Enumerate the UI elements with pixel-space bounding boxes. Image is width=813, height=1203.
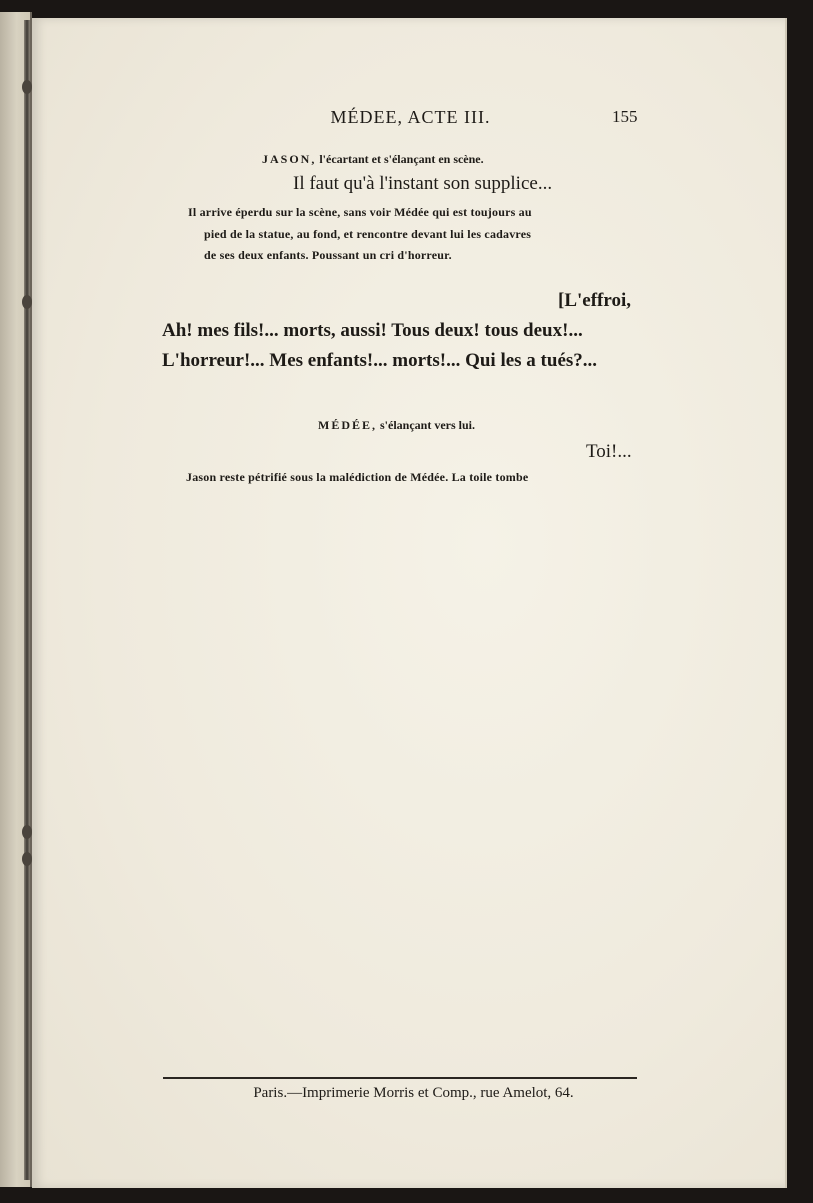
binding-stitch: [22, 852, 32, 866]
speaker-name: MÉDÉE,: [318, 418, 378, 432]
footer-rule: [163, 1077, 637, 1079]
stage-direction-line: pied de la statue, au fond, et rencontre devant lui les cadavres: [204, 227, 532, 241]
binding-stitch: [22, 80, 32, 94]
speaker-cue-jason: [262, 152, 484, 167]
verse-line: L'horreur!... Mes enfants!... morts!... Qui les a tués?...: [162, 350, 598, 371]
speaker-direction: l'écartant et s'élançant en scène.: [319, 152, 484, 166]
stage-direction-line: Il arrive éperdu sur la scène, sans voir Médée qui est toujours au: [188, 205, 532, 219]
verse-line: Toi!...: [586, 441, 632, 462]
book-binding: [24, 20, 30, 1180]
verse-line: Il faut qu'à l'instant son supplice...: [293, 173, 553, 194]
page-edge: [785, 18, 787, 1188]
stage-direction-line: Jason reste pétrifié sous la malédiction de Médée. La toile tombe: [186, 470, 529, 484]
stage-direction-line: de ses deux enfants. Poussant un cri d'horreur.: [204, 248, 452, 262]
page-number: 155: [612, 107, 638, 126]
binding-stitch: [22, 295, 32, 309]
running-header-title: MÉDEE, ACTE III.: [330, 107, 491, 127]
printer-imprint: Paris.—Imprimerie Morris et Comp., rue Amelot, 64.: [253, 1085, 574, 1101]
speaker-name: JASON,: [262, 152, 317, 166]
binding-stitch: [22, 825, 32, 839]
verse-line: Ah! mes fils!... morts, aussi! Tous deux! tous deux!...: [162, 320, 583, 341]
verse-line: [L'effroi,: [558, 290, 631, 311]
speaker-direction: s'élançant vers lui.: [380, 418, 476, 432]
speaker-cue-medee: [318, 418, 475, 433]
